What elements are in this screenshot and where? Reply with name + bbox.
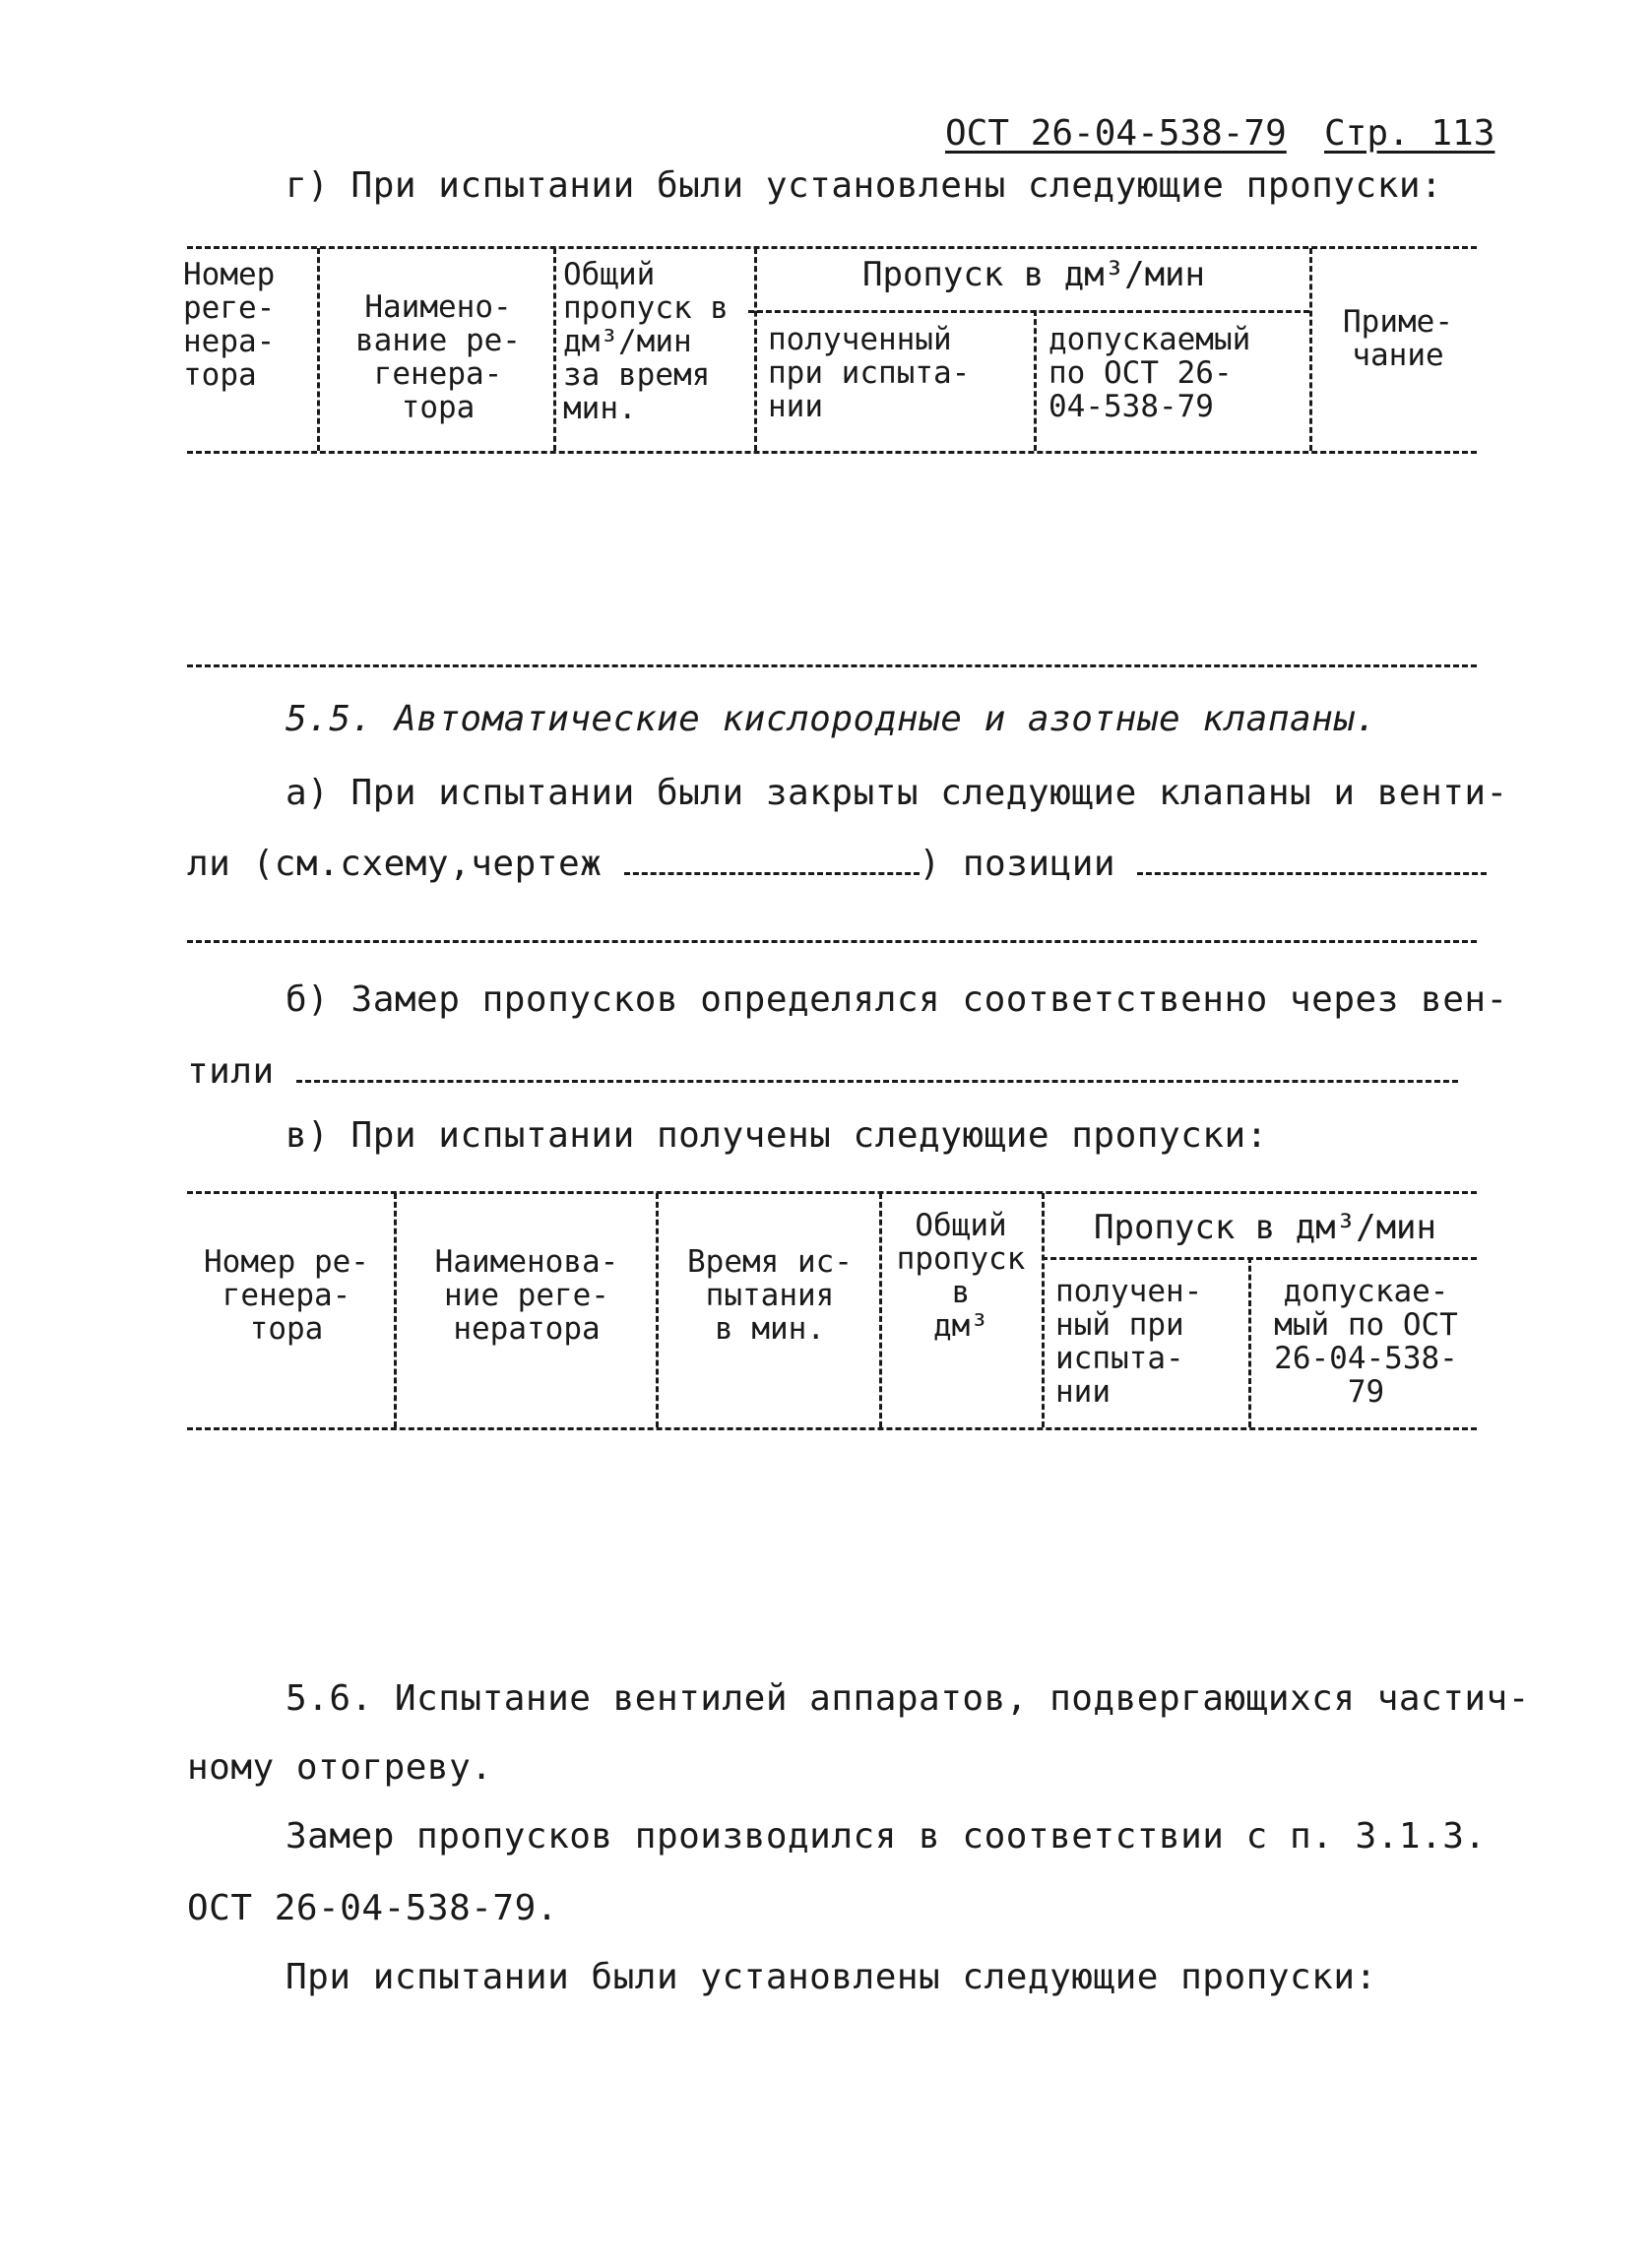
table1-header-received: полученный при испыта- нии [768,322,971,424]
valve-blank [296,1054,1458,1083]
page-number: Стр. 113 [1324,113,1495,154]
table2-header-received: получен- ный при испыта- нии [1055,1274,1203,1410]
section-55-b-line2 [187,1051,1458,1092]
table1-header-group: Пропуск в дм³/мин [862,255,1205,294]
table2-header-name: Наименова- ние реге- нератора [434,1244,619,1347]
section-55-a-line2-text: ли (см.схему,чертеж [187,844,603,884]
table1-header-note: Приме- чание [1343,304,1453,373]
section-55-title: 5.5. Автоматические кислородные и азотные клапаны. [286,699,1377,739]
position-blank [1137,847,1487,875]
table2-header-allowed: допускае- мый по ОСТ 26-04-538- 79 [1274,1274,1458,1410]
section-56-line1: 5.6. Испытание вентилей аппаратов, подвергающихся частич- [286,1678,1530,1719]
section-55-a-line1: а) При испытании были закрыты следующие клапаны и венти- [286,773,1508,813]
table1-end-rule [187,664,1477,667]
table2-header-group: Пропуск в дм³/мин [1094,1208,1436,1247]
table1-header-name: Наимено- вание ре- генера- тора [355,289,521,425]
document-reference: ОСТ 26-04-538-79 [945,113,1287,154]
section-g-text: г) При испытании были установлены следующие пропуски: [286,165,1443,206]
section-55-v-text: в) При испытании получены следующие пропуски: [286,1115,1268,1156]
table2-header-number: Номер ре- генера- тора [204,1244,369,1347]
table2-header-total: Общий пропуск в дм³ [896,1208,1026,1344]
section-55-a-line2 [187,844,1487,884]
section-55-b-line2-text: тили [187,1051,275,1092]
table1-header-total: Общий пропуск в дм³/мин за время мин. [563,257,729,426]
section-56-line3: Замер пропусков производился в соответствии с п. 3.1.3. [286,1816,1487,1857]
drawing-blank [624,847,920,875]
section-55-a-blank-line [187,940,1477,943]
section-55-b-line1: б) Замер пропусков определялся соответственно через вен- [286,979,1508,1020]
section-55-a-line2-tail: ) позиции [919,844,1116,884]
section-56-line5: При испытании были установлены следующие пропуски: [286,1957,1377,1997]
table1-header-number: Номер реге- нера- тора [183,257,276,393]
table1-header-allowed: допускаемый по ОСТ 26- 04-538-79 [1048,322,1251,424]
section-56-line4: ОСТ 26-04-538-79. [187,1888,558,1928]
section-56-line2: ному отогреву. [187,1747,493,1788]
table2-header-time: Время ис- пытания в мин. [687,1244,853,1347]
